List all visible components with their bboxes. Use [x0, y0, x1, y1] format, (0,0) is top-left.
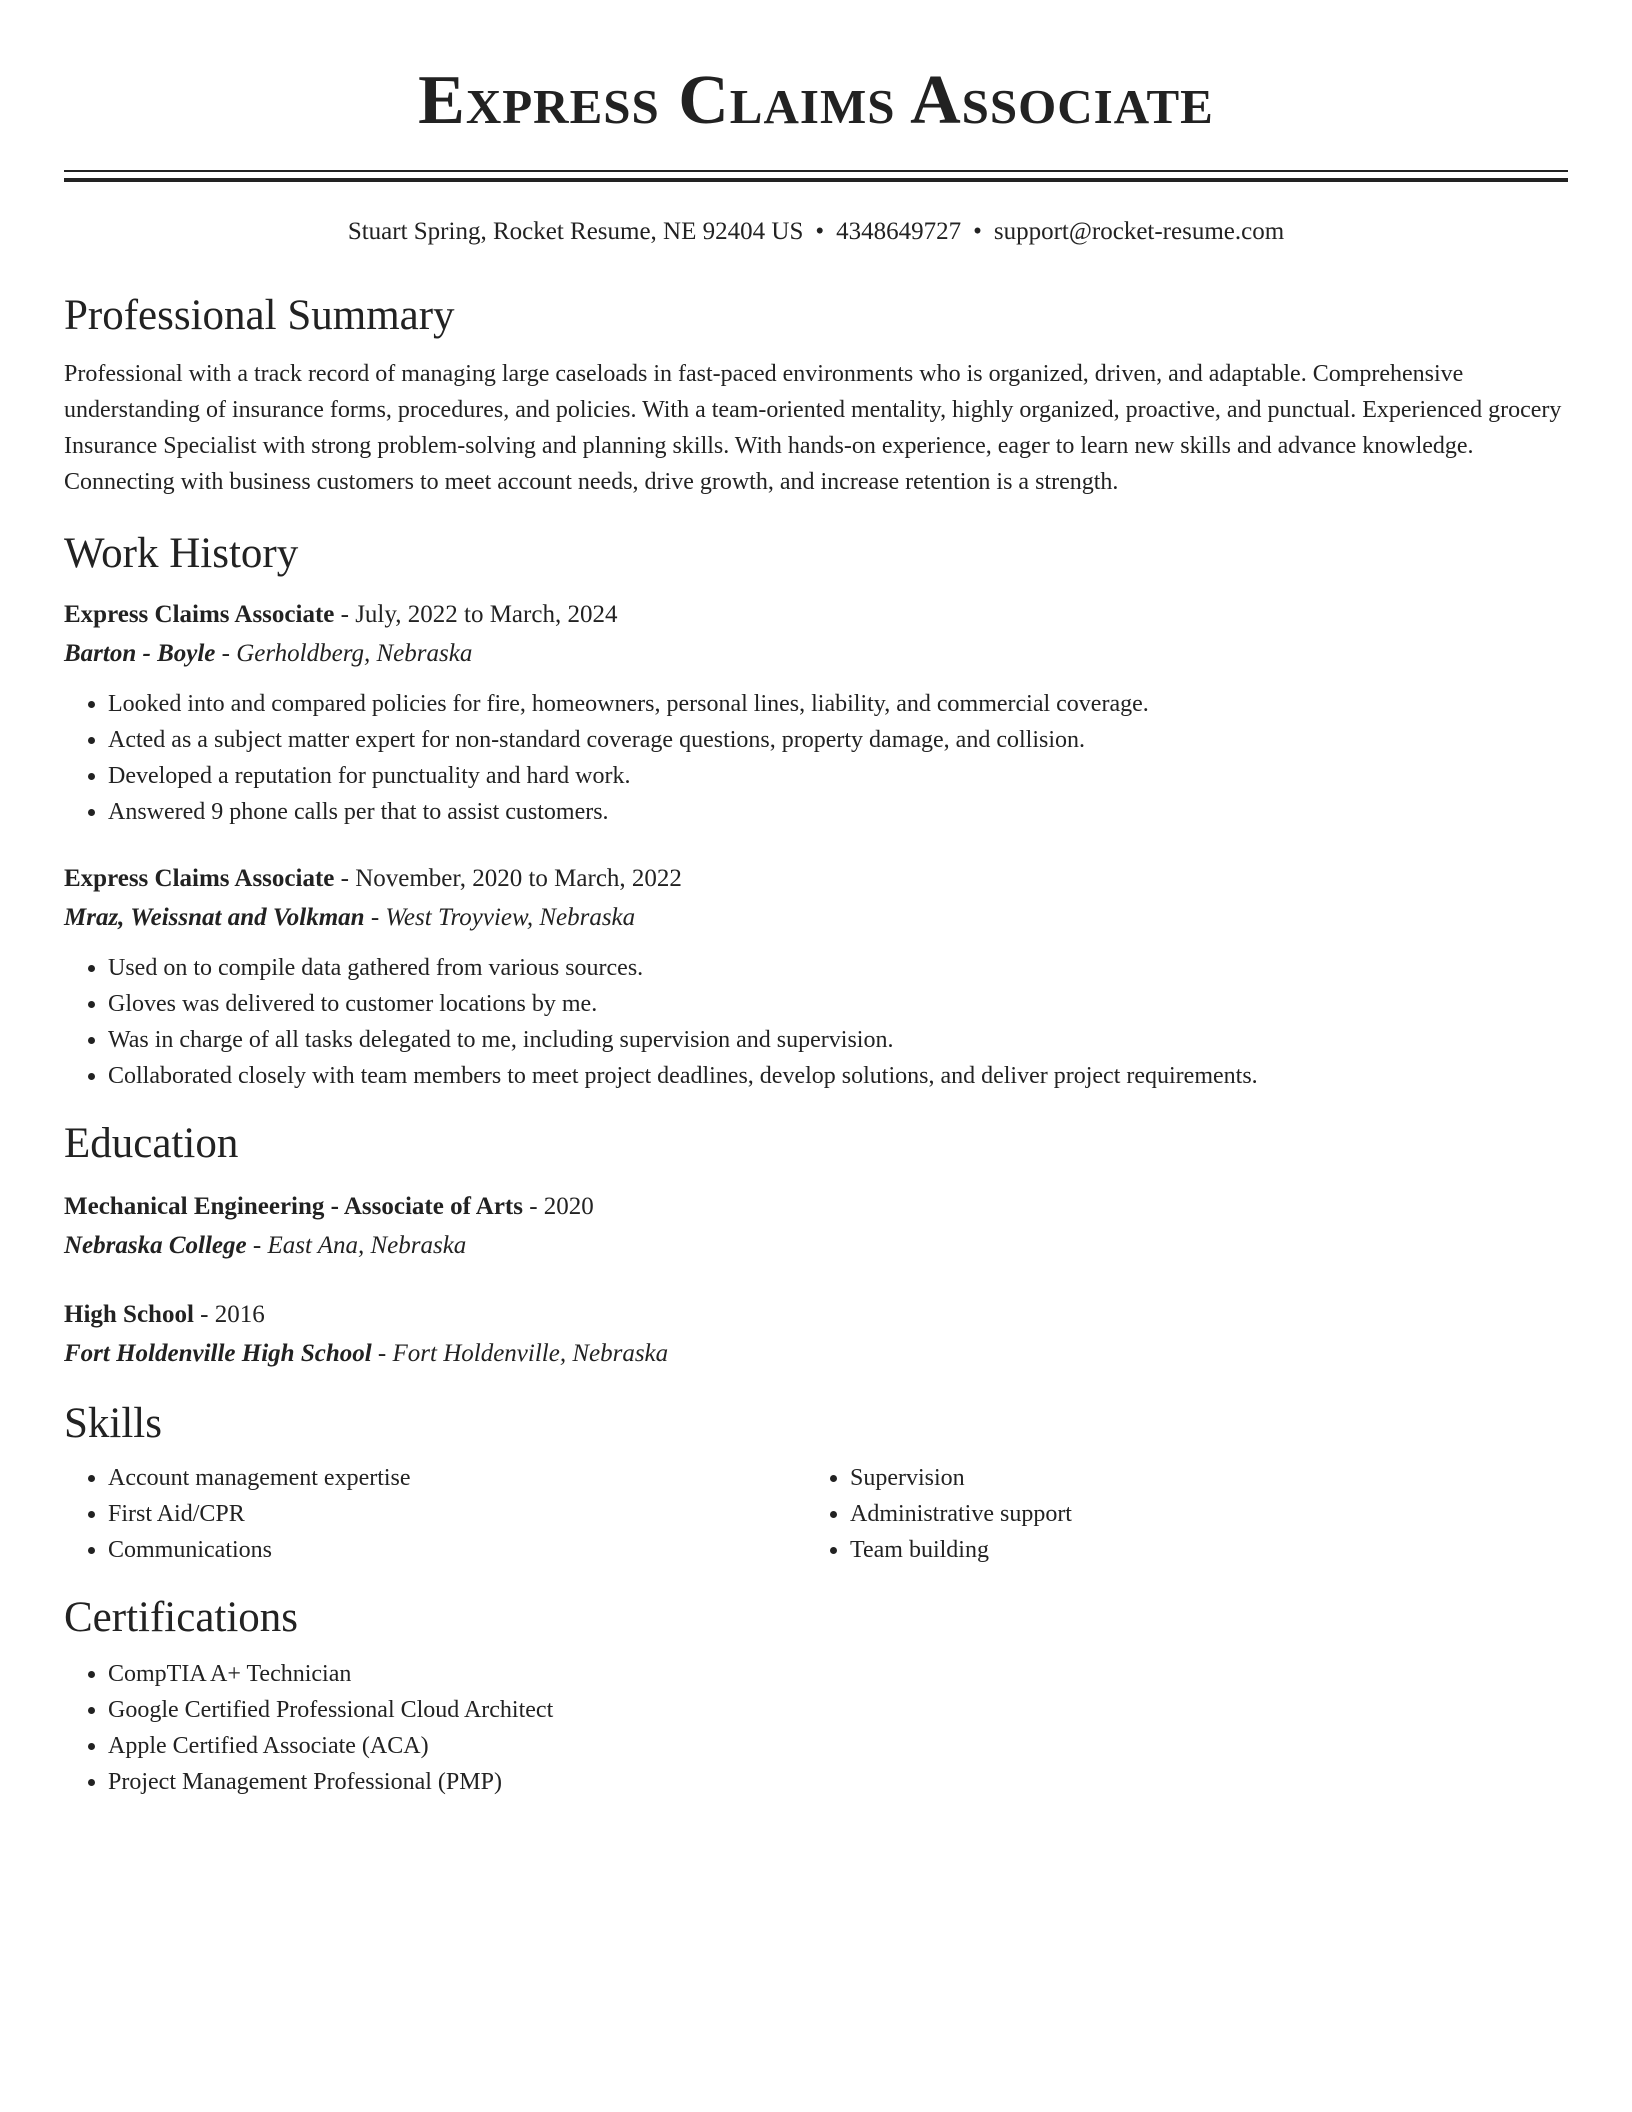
job-bullet: • Developed a reputation for punctuality and hard work. [108, 758, 1568, 794]
job-bullet: • Answered 9 phone calls per that to assist customers. [108, 794, 1568, 830]
school-name: Nebraska College [64, 1232, 247, 1259]
title-divider [64, 170, 1568, 182]
job-title-line [64, 596, 1568, 634]
contact-line [64, 216, 1568, 248]
contact-email: support@rocket-resume.com [993, 218, 1285, 245]
skills-section [64, 1398, 1568, 1568]
skills-heading: Skills [64, 1400, 162, 1447]
job-entry [64, 596, 1568, 830]
summary-text: Professional with a track record of managing large caseloads in fast-paced environments who is organized, driven, and adaptable. Comprehensive understanding of insurance forms, procedures, and policies. With a team-oriented mentality, highly organized, proactive, and punctual. Experienced grocery Insurance Specialist with strong problem-solving and planning skills. With hands-on experience, eager to learn new skills and advance knowledge. Connecting with business customers to meet account needs, drive growth, and increase retention is a strength. [64, 361, 1562, 495]
degree-year: - 2020 [522, 1193, 594, 1220]
school-line [64, 1334, 1568, 1374]
skill-item: • Communications [108, 1532, 806, 1568]
certification-item: • Google Certified Professional Cloud Architect [108, 1692, 1568, 1728]
education-heading: Education [64, 1120, 239, 1167]
skills-column-right [806, 1460, 1548, 1568]
contact-phone: 4348649727 [836, 218, 962, 245]
degree-year: - 2016 [193, 1301, 265, 1328]
skills-column-left [64, 1460, 806, 1568]
school-name: Fort Holdenville High School [64, 1340, 372, 1367]
job-title: Express Claims Associate [64, 865, 335, 892]
job-bullet: • Was in charge of all tasks delegated to me, including supervision and supervision. [108, 1022, 1568, 1058]
school-line [64, 1226, 1568, 1266]
skill-item: • Supervision [850, 1460, 1548, 1496]
contact-separator: • [973, 218, 982, 245]
certifications-list [64, 1656, 1568, 1800]
school-location: - Fort Holdenville, Nebraska [371, 1340, 669, 1367]
skill-item: • First Aid/CPR [108, 1496, 806, 1532]
job-bullet: • Used on to compile data gathered from various sources. [108, 950, 1568, 986]
job-dates: - November, 2020 to March, 2022 [334, 865, 682, 892]
education-section [64, 1118, 1568, 1374]
certifications-section [64, 1592, 1568, 1800]
skill-item: • Administrative support [850, 1496, 1548, 1532]
job-company-line [64, 898, 1568, 938]
certification-item: • Apple Certified Associate (ACA) [108, 1728, 1568, 1764]
job-entry [64, 860, 1568, 1094]
resume-title: Express Claims Associate [418, 62, 1214, 139]
summary-section [64, 290, 1568, 500]
degree-name: High School [64, 1301, 194, 1328]
certification-item: • Project Management Professional (PMP) [108, 1764, 1568, 1800]
education-entry [64, 1296, 1568, 1374]
school-location: - East Ana, Nebraska [246, 1232, 467, 1259]
skills-grid [64, 1460, 1568, 1568]
certifications-heading: Certifications [64, 1594, 299, 1641]
work-history-heading: Work History [64, 530, 299, 577]
degree-name: Mechanical Engineering - Associate of Arts [64, 1193, 523, 1220]
work-history-section [64, 528, 1568, 1094]
degree-line [64, 1188, 1568, 1226]
education-entry [64, 1188, 1568, 1266]
job-bullets [64, 950, 1568, 1094]
job-company: Barton - Boyle [64, 640, 216, 667]
job-dates: - July, 2022 to March, 2024 [334, 601, 618, 628]
skill-item: • Account management expertise [108, 1460, 806, 1496]
job-company-line [64, 634, 1568, 674]
job-title-line [64, 860, 1568, 898]
contact-separator: • [815, 218, 825, 245]
job-bullet: • Collaborated closely with team members to meet project deadlines, develop solutions, and deliver project requirements. [108, 1058, 1568, 1094]
job-title: Express Claims Associate [64, 601, 335, 628]
job-bullets [64, 686, 1568, 830]
job-bullet: • Gloves was delivered to customer locations by me. [108, 986, 1568, 1022]
job-bullet: • Looked into and compared policies for fire, homeowners, personal lines, liability, and commercial coverage. [108, 686, 1568, 722]
job-company: Mraz, Weissnat and Volkman [64, 904, 365, 931]
job-bullet: • Acted as a subject matter expert for non-standard coverage questions, property damage, and collision. [108, 722, 1568, 758]
job-location: - West Troyview, Nebraska [364, 904, 636, 931]
degree-line [64, 1296, 1568, 1334]
skill-item: • Team building [850, 1532, 1548, 1568]
job-location: - Gerholdberg, Nebraska [215, 640, 473, 667]
certification-item: • CompTIA A+ Technician [108, 1656, 1568, 1692]
contact-address: Stuart Spring, Rocket Resume, NE 92404 US [347, 218, 804, 245]
summary-heading: Professional Summary [64, 292, 455, 339]
